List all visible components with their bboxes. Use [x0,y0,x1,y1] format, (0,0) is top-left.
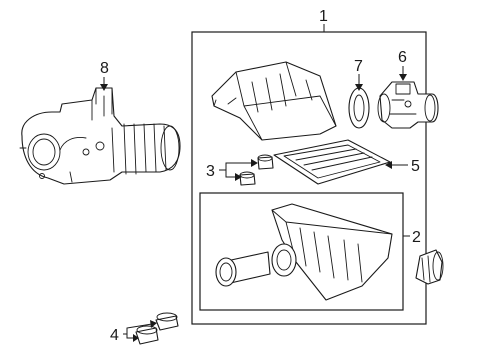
callout-8-label: 8 [100,60,109,77]
outlet-adapter-part [416,250,443,284]
callout-7-label: 7 [354,58,363,75]
callout-1-label: 1 [319,8,328,25]
callout-5 [385,158,420,175]
callout-3-label: 3 [206,163,215,180]
ring-gasket-part [349,88,369,128]
lower-housing-part [216,204,392,300]
inlet-duct-part [20,88,180,184]
callout-8 [100,60,109,91]
callout-6 [398,49,407,81]
callout-7 [354,58,363,91]
callout-1 [319,8,328,32]
plug-parts [136,313,178,344]
callout-2 [403,229,421,246]
callout-2-label: 2 [412,229,421,246]
callout-6-label: 6 [398,49,407,66]
grommet-parts [240,155,273,185]
air-filter-part [274,140,390,184]
callout-4-label: 4 [110,327,119,344]
callout-5-label: 5 [411,158,420,175]
airflow-sensor-part [378,82,438,128]
upper-cover-part [212,62,336,140]
